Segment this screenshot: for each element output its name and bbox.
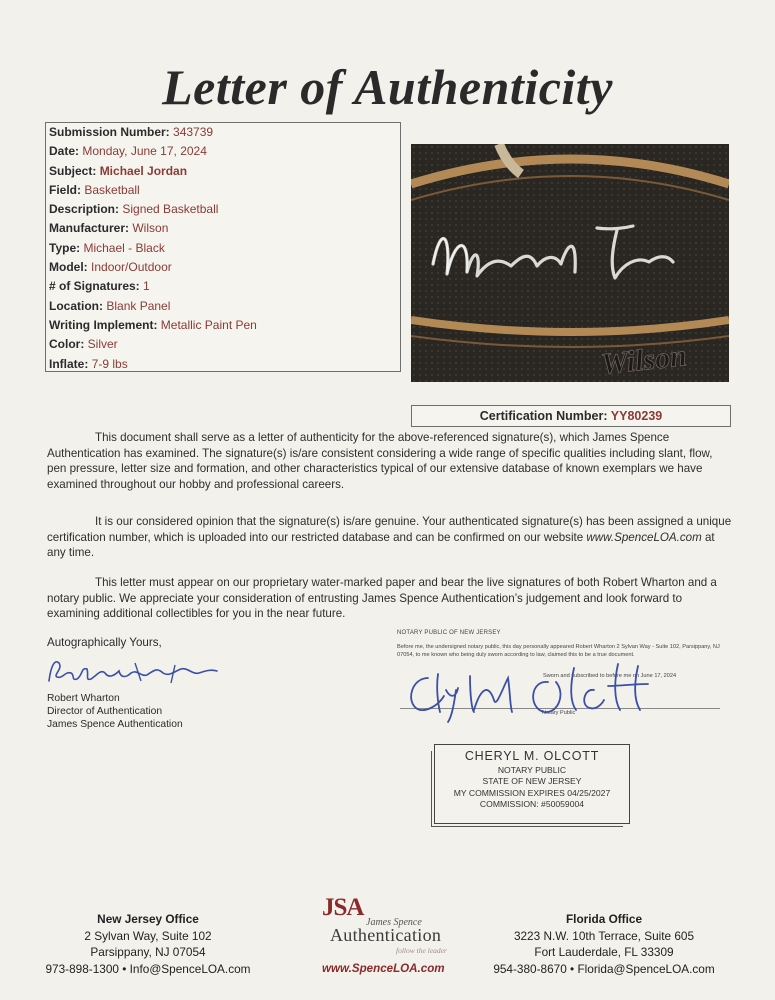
signer-block	[47, 692, 183, 731]
detail-row	[46, 297, 400, 316]
detail-label: Model:	[49, 260, 88, 275]
nj-office	[33, 911, 263, 977]
nj-office-address1: 2 Sylvan Way, Suite 102	[84, 928, 212, 943]
detail-row	[46, 277, 400, 296]
detail-value: Wilson	[132, 221, 169, 236]
detail-label: Manufacturer:	[49, 221, 130, 236]
detail-value: Monday, June 17, 2024	[82, 144, 207, 159]
notary-heading: NOTARY PUBLIC OF NEW JERSEY	[397, 630, 501, 636]
fl-office	[478, 911, 730, 977]
detail-row	[46, 200, 400, 219]
basketball-photo	[411, 144, 729, 382]
paragraph-examination-text: This document shall serve as a letter of authenticity for the above-referenced signature(s), which James Spence Authentication has examined. The signature(s) is/are consistent considering a wide range of specific qualities including slant, flow, pen pressure, letter size and formation, and other characteristics typical of our extensive database of known exemplars we have examined throughout our hobby and professional careers.	[47, 431, 713, 491]
detail-row	[46, 239, 400, 258]
website-link[interactable]: www.SpenceLOA.com	[586, 530, 702, 544]
detail-label: Color:	[49, 337, 85, 352]
nj-office-heading: New Jersey Office	[97, 912, 199, 926]
detail-label: Description:	[49, 202, 120, 217]
detail-label: Inflate:	[49, 356, 89, 371]
nj-office-address2: Parsippany, NJ 07054	[90, 945, 206, 959]
paragraph-opinion-end: at any time.	[47, 530, 715, 560]
detail-label: Writing Implement:	[49, 317, 158, 332]
detail-value: Basketball	[84, 182, 140, 197]
detail-row	[46, 316, 400, 335]
basketball-image	[411, 144, 729, 382]
jsa-tagline: follow the leader	[396, 946, 447, 955]
detail-label: # of Signatures:	[49, 279, 140, 294]
signer-name: Robert Wharton	[47, 693, 120, 704]
detail-row	[46, 219, 400, 238]
notary-stamp-line3: MY COMMISSION EXPIRES 04/25/2027	[453, 787, 611, 798]
notary-stamp-line1: NOTARY PUBLIC	[497, 764, 567, 775]
detail-value: Silver	[87, 337, 118, 352]
jsa-website-link[interactable]: www.SpenceLOA.com	[322, 962, 445, 975]
detail-row	[46, 123, 400, 142]
detail-value: 7-9 lbs	[91, 356, 128, 371]
detail-row	[46, 181, 400, 200]
certification-label: Certification Number:	[479, 409, 608, 423]
wharton-signature	[45, 655, 235, 691]
detail-value: Michael - Black	[83, 240, 165, 255]
notary-stamp	[434, 744, 630, 824]
jsa-wordmark: Authentication	[330, 925, 442, 945]
wilson-logo-text: Wilson	[599, 339, 689, 382]
paragraph-examination	[47, 430, 733, 492]
fl-office-contact: 954-380-8670 • Florida@SpenceLOA.com	[493, 961, 715, 976]
signer-title: Director of Authentication	[47, 706, 163, 717]
paragraph-watermark-text: This letter must appear on our proprietary water-marked paper and bear the live signatures of both Robert Wharton and a notary public. We appreciate your consideration of entrusting James Spence Authentication’s judgement and look forward to examining additional collectibles for you in the near future.	[47, 576, 717, 621]
closing: Autographically Yours,	[47, 636, 162, 649]
certification-number: YY80239	[610, 409, 663, 423]
details-table	[45, 122, 401, 372]
paragraph-opinion	[47, 514, 733, 561]
detail-row	[46, 162, 400, 181]
notary-stamp-line4: COMMISSION: #50059004	[479, 799, 585, 809]
detail-value: 343739	[173, 125, 214, 139]
detail-row	[46, 335, 400, 354]
detail-label: Type:	[49, 240, 81, 255]
jsa-mark: JSA	[322, 894, 364, 921]
detail-label: Subject:	[49, 163, 97, 178]
fl-office-address1: 3223 N.W. 10th Terrace, Suite 605	[513, 928, 695, 943]
notary-stamp-name: CHERYL M. OLCOTT	[464, 749, 600, 763]
certification-box	[411, 405, 731, 427]
jsa-logo	[320, 896, 470, 980]
detail-value: Blank Panel	[106, 298, 171, 313]
paragraph-watermark	[47, 575, 733, 622]
detail-label: Location:	[49, 298, 103, 313]
detail-value: Indoor/Outdoor	[91, 260, 172, 275]
detail-row	[46, 355, 400, 374]
detail-label: Field:	[49, 182, 81, 197]
paragraph-opinion-text: It is our considered opinion that the signature(s) is/are genuine. Your authenticated signature(s) has been assigned a unique certification number, which is uploaded into our restricted database and can be confirmed on our website	[47, 515, 732, 544]
letter-title: Letter of Authenticity	[162, 59, 613, 115]
olcott-signature	[398, 660, 668, 726]
detail-value: Michael Jordan	[99, 163, 188, 178]
notary-stamp-line2: STATE OF NEW JERSEY	[482, 776, 582, 786]
detail-label: Date:	[49, 144, 80, 159]
detail-value: Metallic Paint Pen	[160, 317, 257, 332]
nj-office-contact: 973-898-1300 • Info@SpenceLOA.com	[45, 961, 251, 976]
detail-row	[46, 258, 400, 277]
detail-value: Signed Basketball	[122, 202, 219, 217]
detail-value: 1	[143, 279, 150, 294]
notary-public-label: Notary Public	[542, 710, 576, 716]
notary-sworn-line: Sworn and subscribed to before me on June 17, 2024	[543, 673, 677, 679]
jsa-subtitle: James Spence	[366, 917, 422, 928]
fl-office-address2: Fort Lauderdale, FL 33309	[534, 945, 674, 959]
signer-company: James Spence Authentication	[47, 719, 183, 730]
notary-statement: Before me, the undersigned notary public, this day personally appeared Robert Wharton 2 Sylvan Way - Suite 102, Parsippany, NJ 07054, to me known who being duly sworn according to law, claimed this to be a true document.	[397, 644, 720, 658]
detail-row	[46, 142, 400, 161]
detail-label: Submission Number:	[49, 125, 170, 139]
fl-office-heading: Florida Office	[565, 912, 643, 926]
